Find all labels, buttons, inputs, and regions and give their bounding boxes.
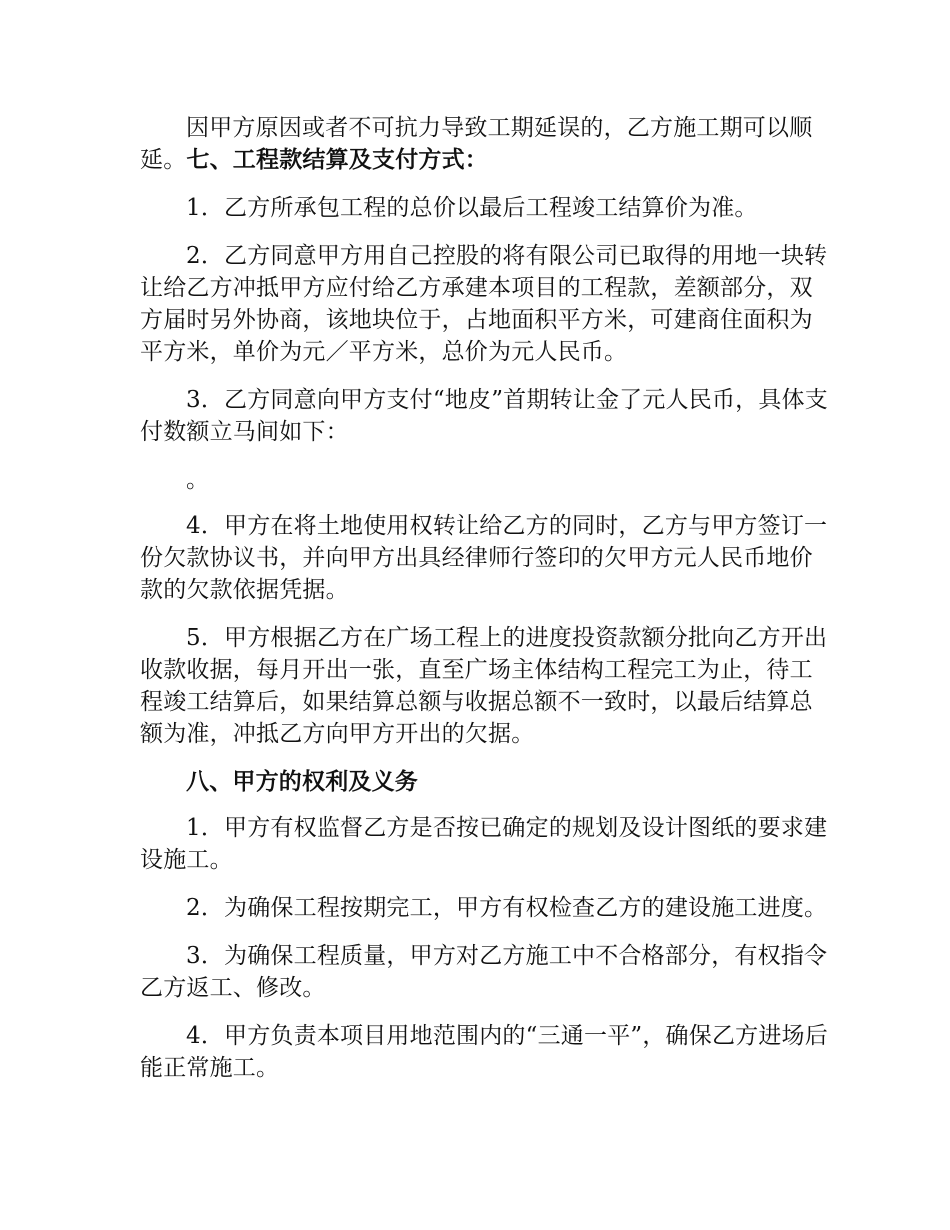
section-7-item-1: 1．乙方所承包工程的总价以最后工程竣工结算价为准。 <box>186 195 758 221</box>
delay-clause-text: 因甲方原因或者不可抗力导致工期延误的，乙方施工期可以顺延。 <box>140 115 813 173</box>
section-8-item-2: 2．为确保工程按期完工，甲方有权检查乙方的建设施工进度。 <box>186 895 828 921</box>
section-7-item-3-continuation: 。 <box>186 467 210 493</box>
section-7-item-5: 5．甲方根据乙方在广场工程上的进度投资款额分批向乙方开出收款收据，每月开出一张，直至广场主体结构工程完工为止，待工程竣工结算后，如果结算总额与收据总额不一致时，以最后结算总额为准，冲抵乙方向甲方开出的欠据。 <box>140 625 828 747</box>
section-7-item-4: 4．甲方在将土地使用权转让给乙方的同时，乙方与甲方签订一份欠款协议书，并向甲方出具经律师行签印的欠甲方元人民币地价款的欠款依据凭据。 <box>140 513 828 603</box>
paragraph-delay-clause <box>140 112 830 176</box>
section-7-item-2: 2．乙方同意甲方用自己控股的将有限公司已取得的用地一块转让给乙方冲抵甲方应付给乙方承建本项目的工程款，差额部分，双方届时另外协商，该地块位于，占地面积平方米，可建商住面积为平方米，单价为元／平方米，总价为元人民币。 <box>140 243 828 365</box>
section-7-heading: 七、工程款结算及支付方式： <box>186 147 489 173</box>
section-7-item-3: 3．乙方同意向甲方支付“地皮”首期转让金了元人民币，具体支付数额立马间如下： <box>140 387 828 445</box>
section-8-item-3: 3．为确保工程质量，甲方对乙方施工中不合格部分，有权指令乙方返工、修改。 <box>140 943 828 1001</box>
section-8-item-4: 4．甲方负责本项目用地范围内的“三通一平”，确保乙方进场后能正常施工。 <box>140 1023 828 1081</box>
section-8-heading: 八、甲方的权利及义务 <box>186 769 418 795</box>
document-body <box>140 112 830 1100</box>
section-8-item-1: 1．甲方有权监督乙方是否按已确定的规划及设计图纸的要求建设施工。 <box>140 815 828 873</box>
